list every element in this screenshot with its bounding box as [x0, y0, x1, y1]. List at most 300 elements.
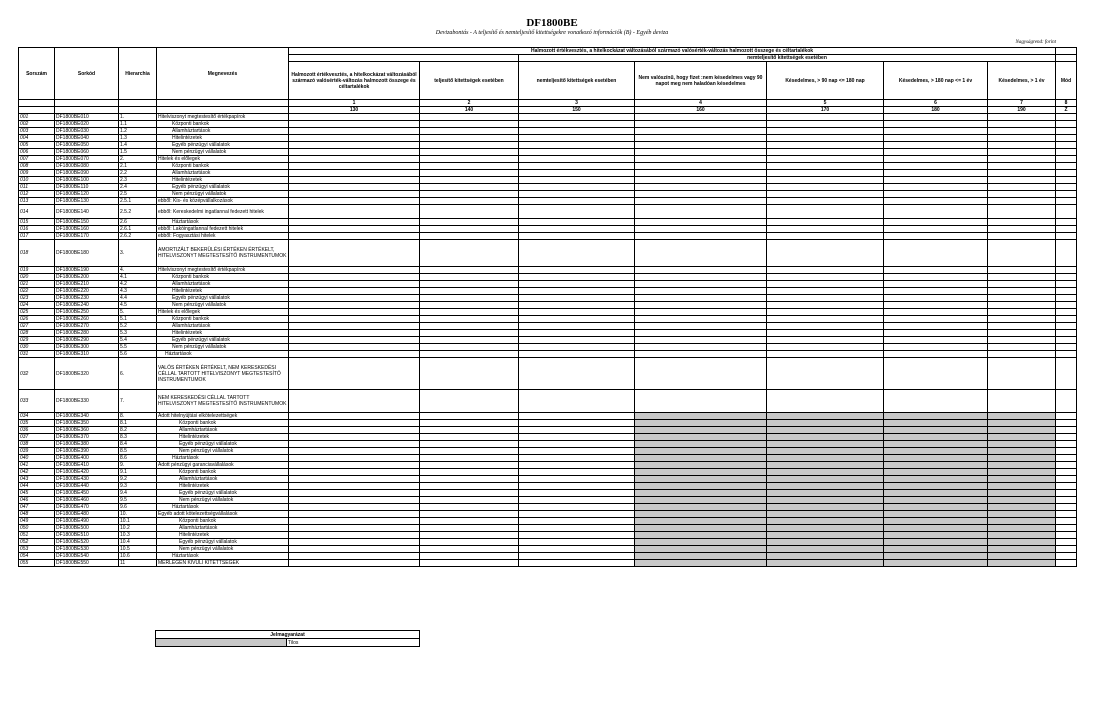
data-cell[interactable] [289, 128, 420, 135]
data-cell[interactable] [635, 420, 767, 427]
data-cell[interactable] [635, 539, 767, 546]
data-cell[interactable] [1056, 323, 1077, 330]
data-cell[interactable] [1056, 135, 1077, 142]
data-cell[interactable] [420, 427, 519, 434]
data-cell[interactable] [420, 184, 519, 191]
data-cell[interactable] [519, 390, 635, 413]
data-cell[interactable] [635, 330, 767, 337]
data-cell[interactable] [289, 274, 420, 281]
data-cell[interactable] [420, 135, 519, 142]
data-cell[interactable] [289, 191, 420, 198]
data-cell[interactable] [519, 114, 635, 121]
data-cell[interactable] [635, 337, 767, 344]
data-cell[interactable] [635, 156, 767, 163]
data-cell[interactable] [767, 413, 884, 420]
data-cell[interactable] [635, 344, 767, 351]
data-cell[interactable] [635, 121, 767, 128]
data-cell[interactable] [420, 198, 519, 205]
data-cell[interactable] [420, 497, 519, 504]
data-cell[interactable] [1056, 177, 1077, 184]
data-cell[interactable] [289, 267, 420, 274]
data-cell[interactable] [420, 546, 519, 553]
data-cell[interactable] [420, 476, 519, 483]
data-cell[interactable] [884, 316, 988, 323]
data-cell[interactable] [519, 351, 635, 358]
data-cell[interactable] [420, 358, 519, 390]
data-cell[interactable] [289, 560, 420, 567]
data-cell[interactable] [1056, 316, 1077, 323]
data-cell[interactable] [519, 128, 635, 135]
data-cell[interactable] [289, 121, 420, 128]
data-cell[interactable] [1056, 205, 1077, 219]
data-cell[interactable] [884, 219, 988, 226]
data-cell[interactable] [884, 420, 988, 427]
data-cell[interactable] [884, 344, 988, 351]
data-cell[interactable] [420, 448, 519, 455]
data-cell[interactable] [519, 476, 635, 483]
data-cell[interactable] [988, 469, 1056, 476]
data-cell[interactable] [988, 462, 1056, 469]
data-cell[interactable] [767, 351, 884, 358]
data-cell[interactable] [635, 288, 767, 295]
data-cell[interactable] [767, 198, 884, 205]
data-cell[interactable] [635, 142, 767, 149]
data-cell[interactable] [289, 198, 420, 205]
data-cell[interactable] [420, 344, 519, 351]
data-cell[interactable] [884, 441, 988, 448]
data-cell[interactable] [1056, 330, 1077, 337]
data-cell[interactable] [767, 156, 884, 163]
data-cell[interactable] [988, 323, 1056, 330]
data-cell[interactable] [988, 191, 1056, 198]
data-cell[interactable] [289, 469, 420, 476]
data-cell[interactable] [767, 427, 884, 434]
data-cell[interactable] [635, 191, 767, 198]
data-cell[interactable] [420, 462, 519, 469]
data-cell[interactable] [884, 390, 988, 413]
data-cell[interactable] [884, 546, 988, 553]
data-cell[interactable] [519, 420, 635, 427]
data-cell[interactable] [420, 226, 519, 233]
data-cell[interactable] [1056, 344, 1077, 351]
data-cell[interactable] [1056, 191, 1077, 198]
data-cell[interactable] [884, 302, 988, 309]
data-cell[interactable] [635, 128, 767, 135]
data-cell[interactable] [988, 149, 1056, 156]
data-cell[interactable] [1056, 476, 1077, 483]
data-cell[interactable] [289, 511, 420, 518]
data-cell[interactable] [1056, 163, 1077, 170]
data-cell[interactable] [519, 490, 635, 497]
data-cell[interactable] [635, 553, 767, 560]
data-cell[interactable] [988, 121, 1056, 128]
data-cell[interactable] [884, 226, 988, 233]
data-cell[interactable] [519, 219, 635, 226]
data-cell[interactable] [289, 476, 420, 483]
data-cell[interactable] [420, 233, 519, 240]
data-cell[interactable] [988, 240, 1056, 267]
data-cell[interactable] [884, 448, 988, 455]
data-cell[interactable] [767, 390, 884, 413]
data-cell[interactable] [289, 434, 420, 441]
data-cell[interactable] [988, 518, 1056, 525]
data-cell[interactable] [988, 184, 1056, 191]
data-cell[interactable] [635, 184, 767, 191]
data-cell[interactable] [420, 219, 519, 226]
data-cell[interactable] [1056, 497, 1077, 504]
data-cell[interactable] [1056, 309, 1077, 316]
data-cell[interactable] [289, 525, 420, 532]
data-cell[interactable] [519, 448, 635, 455]
data-cell[interactable] [289, 219, 420, 226]
data-cell[interactable] [767, 455, 884, 462]
data-cell[interactable] [635, 309, 767, 316]
data-cell[interactable] [988, 219, 1056, 226]
data-cell[interactable] [884, 497, 988, 504]
data-cell[interactable] [988, 198, 1056, 205]
data-cell[interactable] [420, 413, 519, 420]
data-cell[interactable] [767, 483, 884, 490]
data-cell[interactable] [420, 441, 519, 448]
data-cell[interactable] [988, 351, 1056, 358]
data-cell[interactable] [1056, 560, 1077, 567]
data-cell[interactable] [1056, 184, 1077, 191]
data-cell[interactable] [420, 142, 519, 149]
data-cell[interactable] [884, 233, 988, 240]
data-cell[interactable] [1056, 483, 1077, 490]
data-cell[interactable] [420, 539, 519, 546]
data-cell[interactable] [519, 511, 635, 518]
data-cell[interactable] [1056, 539, 1077, 546]
data-cell[interactable] [289, 281, 420, 288]
data-cell[interactable] [519, 441, 635, 448]
data-cell[interactable] [988, 226, 1056, 233]
data-cell[interactable] [1056, 351, 1077, 358]
data-cell[interactable] [767, 358, 884, 390]
data-cell[interactable] [519, 560, 635, 567]
data-cell[interactable] [1056, 427, 1077, 434]
data-cell[interactable] [519, 358, 635, 390]
data-cell[interactable] [289, 114, 420, 121]
data-cell[interactable] [1056, 553, 1077, 560]
data-cell[interactable] [289, 142, 420, 149]
data-cell[interactable] [635, 441, 767, 448]
data-cell[interactable] [767, 462, 884, 469]
data-cell[interactable] [988, 434, 1056, 441]
data-cell[interactable] [635, 518, 767, 525]
data-cell[interactable] [988, 337, 1056, 344]
data-cell[interactable] [289, 483, 420, 490]
data-cell[interactable] [519, 288, 635, 295]
data-cell[interactable] [289, 448, 420, 455]
data-cell[interactable] [1056, 156, 1077, 163]
data-cell[interactable] [289, 288, 420, 295]
data-cell[interactable] [988, 546, 1056, 553]
data-cell[interactable] [767, 323, 884, 330]
data-cell[interactable] [767, 170, 884, 177]
data-cell[interactable] [1056, 295, 1077, 302]
data-cell[interactable] [635, 295, 767, 302]
data-cell[interactable] [1056, 226, 1077, 233]
data-cell[interactable] [767, 434, 884, 441]
data-cell[interactable] [1056, 441, 1077, 448]
data-cell[interactable] [1056, 128, 1077, 135]
data-cell[interactable] [519, 191, 635, 198]
data-cell[interactable] [988, 358, 1056, 390]
data-cell[interactable] [635, 351, 767, 358]
data-cell[interactable] [988, 532, 1056, 539]
data-cell[interactable] [767, 316, 884, 323]
data-cell[interactable] [289, 390, 420, 413]
data-cell[interactable] [635, 413, 767, 420]
data-cell[interactable] [1056, 198, 1077, 205]
data-cell[interactable] [884, 504, 988, 511]
data-cell[interactable] [519, 344, 635, 351]
data-cell[interactable] [635, 434, 767, 441]
data-cell[interactable] [884, 490, 988, 497]
data-cell[interactable] [635, 219, 767, 226]
data-cell[interactable] [767, 330, 884, 337]
data-cell[interactable] [767, 490, 884, 497]
data-cell[interactable] [635, 504, 767, 511]
data-cell[interactable] [988, 448, 1056, 455]
data-cell[interactable] [884, 156, 988, 163]
data-cell[interactable] [767, 149, 884, 156]
data-cell[interactable] [884, 267, 988, 274]
data-cell[interactable] [519, 553, 635, 560]
data-cell[interactable] [519, 455, 635, 462]
data-cell[interactable] [289, 323, 420, 330]
data-cell[interactable] [635, 546, 767, 553]
data-cell[interactable] [289, 330, 420, 337]
data-cell[interactable] [420, 309, 519, 316]
data-cell[interactable] [635, 149, 767, 156]
data-cell[interactable] [884, 532, 988, 539]
data-cell[interactable] [884, 455, 988, 462]
data-cell[interactable] [519, 205, 635, 219]
data-cell[interactable] [289, 420, 420, 427]
data-cell[interactable] [635, 163, 767, 170]
data-cell[interactable] [635, 490, 767, 497]
data-cell[interactable] [1056, 142, 1077, 149]
data-cell[interactable] [884, 177, 988, 184]
data-cell[interactable] [420, 302, 519, 309]
data-cell[interactable] [420, 337, 519, 344]
data-cell[interactable] [420, 504, 519, 511]
data-cell[interactable] [767, 121, 884, 128]
data-cell[interactable] [420, 434, 519, 441]
data-cell[interactable] [289, 302, 420, 309]
data-cell[interactable] [767, 128, 884, 135]
data-cell[interactable] [1056, 337, 1077, 344]
data-cell[interactable] [635, 532, 767, 539]
data-cell[interactable] [767, 476, 884, 483]
data-cell[interactable] [767, 240, 884, 267]
data-cell[interactable] [519, 267, 635, 274]
data-cell[interactable] [988, 525, 1056, 532]
data-cell[interactable] [988, 142, 1056, 149]
data-cell[interactable] [988, 476, 1056, 483]
data-cell[interactable] [884, 427, 988, 434]
data-cell[interactable] [1056, 434, 1077, 441]
data-cell[interactable] [988, 390, 1056, 413]
data-cell[interactable] [1056, 518, 1077, 525]
data-cell[interactable] [289, 135, 420, 142]
data-cell[interactable] [767, 553, 884, 560]
data-cell[interactable] [767, 441, 884, 448]
data-cell[interactable] [420, 532, 519, 539]
data-cell[interactable] [884, 539, 988, 546]
data-cell[interactable] [289, 149, 420, 156]
data-cell[interactable] [519, 121, 635, 128]
data-cell[interactable] [988, 281, 1056, 288]
data-cell[interactable] [767, 518, 884, 525]
data-cell[interactable] [884, 518, 988, 525]
data-cell[interactable] [1056, 469, 1077, 476]
data-cell[interactable] [519, 518, 635, 525]
data-cell[interactable] [519, 469, 635, 476]
data-cell[interactable] [988, 288, 1056, 295]
data-cell[interactable] [635, 483, 767, 490]
data-cell[interactable] [884, 351, 988, 358]
data-cell[interactable] [988, 170, 1056, 177]
data-cell[interactable] [884, 476, 988, 483]
data-cell[interactable] [289, 316, 420, 323]
data-cell[interactable] [519, 281, 635, 288]
data-cell[interactable] [519, 184, 635, 191]
data-cell[interactable] [420, 330, 519, 337]
data-cell[interactable] [420, 149, 519, 156]
data-cell[interactable] [1056, 358, 1077, 390]
data-cell[interactable] [635, 525, 767, 532]
data-cell[interactable] [1056, 532, 1077, 539]
data-cell[interactable] [988, 316, 1056, 323]
data-cell[interactable] [635, 469, 767, 476]
data-cell[interactable] [635, 476, 767, 483]
data-cell[interactable] [420, 316, 519, 323]
data-cell[interactable] [420, 455, 519, 462]
data-cell[interactable] [635, 462, 767, 469]
data-cell[interactable] [1056, 413, 1077, 420]
data-cell[interactable] [767, 532, 884, 539]
data-cell[interactable] [289, 427, 420, 434]
data-cell[interactable] [635, 170, 767, 177]
data-cell[interactable] [884, 295, 988, 302]
data-cell[interactable] [988, 427, 1056, 434]
data-cell[interactable] [519, 323, 635, 330]
data-cell[interactable] [767, 267, 884, 274]
data-cell[interactable] [767, 302, 884, 309]
data-cell[interactable] [420, 511, 519, 518]
data-cell[interactable] [884, 184, 988, 191]
data-cell[interactable] [635, 177, 767, 184]
data-cell[interactable] [289, 309, 420, 316]
data-cell[interactable] [289, 497, 420, 504]
data-cell[interactable] [635, 427, 767, 434]
data-cell[interactable] [420, 483, 519, 490]
data-cell[interactable] [519, 316, 635, 323]
data-cell[interactable] [767, 142, 884, 149]
data-cell[interactable] [1056, 420, 1077, 427]
data-cell[interactable] [635, 497, 767, 504]
data-cell[interactable] [289, 156, 420, 163]
data-cell[interactable] [767, 448, 884, 455]
data-cell[interactable] [420, 240, 519, 267]
data-cell[interactable] [988, 128, 1056, 135]
data-cell[interactable] [519, 330, 635, 337]
data-cell[interactable] [767, 469, 884, 476]
data-cell[interactable] [519, 274, 635, 281]
data-cell[interactable] [1056, 448, 1077, 455]
data-cell[interactable] [988, 413, 1056, 420]
data-cell[interactable] [988, 233, 1056, 240]
data-cell[interactable] [289, 233, 420, 240]
data-cell[interactable] [767, 226, 884, 233]
data-cell[interactable] [519, 483, 635, 490]
data-cell[interactable] [289, 462, 420, 469]
data-cell[interactable] [519, 427, 635, 434]
data-cell[interactable] [767, 560, 884, 567]
data-cell[interactable] [884, 323, 988, 330]
data-cell[interactable] [1056, 233, 1077, 240]
data-cell[interactable] [420, 390, 519, 413]
data-cell[interactable] [289, 295, 420, 302]
data-cell[interactable] [420, 281, 519, 288]
data-cell[interactable] [289, 177, 420, 184]
data-cell[interactable] [767, 288, 884, 295]
data-cell[interactable] [884, 170, 988, 177]
data-cell[interactable] [988, 455, 1056, 462]
data-cell[interactable] [767, 177, 884, 184]
data-cell[interactable] [1056, 288, 1077, 295]
data-cell[interactable] [988, 497, 1056, 504]
data-cell[interactable] [988, 560, 1056, 567]
data-cell[interactable] [1056, 511, 1077, 518]
data-cell[interactable] [767, 114, 884, 121]
data-cell[interactable] [289, 358, 420, 390]
data-cell[interactable] [635, 358, 767, 390]
data-cell[interactable] [1056, 281, 1077, 288]
data-cell[interactable] [519, 240, 635, 267]
data-cell[interactable] [767, 511, 884, 518]
data-cell[interactable] [988, 420, 1056, 427]
data-cell[interactable] [289, 344, 420, 351]
data-cell[interactable] [289, 490, 420, 497]
data-cell[interactable] [884, 553, 988, 560]
data-cell[interactable] [289, 455, 420, 462]
data-cell[interactable] [420, 128, 519, 135]
data-cell[interactable] [988, 302, 1056, 309]
data-cell[interactable] [767, 539, 884, 546]
data-cell[interactable] [1056, 546, 1077, 553]
data-cell[interactable] [519, 302, 635, 309]
data-cell[interactable] [1056, 267, 1077, 274]
data-cell[interactable] [884, 149, 988, 156]
data-cell[interactable] [519, 462, 635, 469]
data-cell[interactable] [884, 560, 988, 567]
data-cell[interactable] [420, 295, 519, 302]
data-cell[interactable] [420, 518, 519, 525]
data-cell[interactable] [289, 240, 420, 267]
data-cell[interactable] [767, 191, 884, 198]
data-cell[interactable] [988, 295, 1056, 302]
data-cell[interactable] [884, 288, 988, 295]
data-cell[interactable] [635, 198, 767, 205]
data-cell[interactable] [988, 483, 1056, 490]
data-cell[interactable] [519, 546, 635, 553]
data-cell[interactable] [988, 490, 1056, 497]
data-cell[interactable] [1056, 219, 1077, 226]
